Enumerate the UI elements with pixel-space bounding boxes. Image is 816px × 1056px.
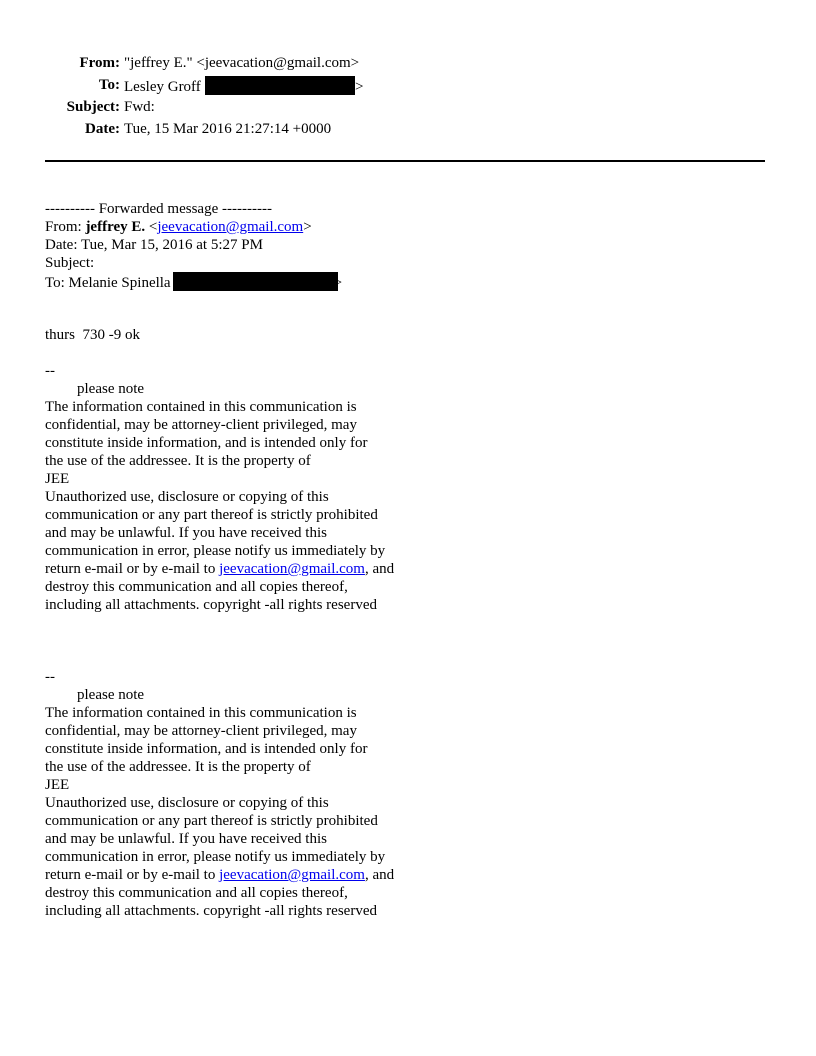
signature-return-prefix: return e-mail or by e-mail to — [45, 867, 220, 883]
message-text: thurs 730 -9 ok — [45, 327, 140, 343]
signature-email-link[interactable]: jeevacation@gmail.com — [219, 867, 365, 883]
header-to-label: To: — [98, 77, 120, 93]
header-from-label: From: — [79, 55, 120, 71]
signature-line: constitute inside information, and is intended only for — [45, 741, 368, 757]
header-date-label: Date: — [85, 121, 120, 137]
header-to-value — [124, 76, 363, 96]
signature-line: communication or any part thereof is strictly prohibited — [45, 813, 378, 829]
forwarded-banner: ---------- Forwarded message ---------- — [45, 201, 272, 217]
signature-line: Unauthorized use, disclosure or copying of this — [45, 489, 329, 505]
header-to-name: Lesley Groff — [124, 79, 201, 95]
forwarded-from-name: jeffrey E. — [85, 219, 146, 235]
signature-line: JEE — [45, 777, 70, 793]
signature-line: confidential, may be attorney-client privileged, may — [45, 417, 357, 433]
signature-please-note: please note — [77, 687, 145, 703]
signature-please-note: please note — [77, 381, 145, 397]
signature-line: including all attachments. copyright -all rights reserved — [45, 597, 377, 613]
forwarded-from-line — [45, 218, 765, 236]
signature-return-suffix: , and — [364, 561, 395, 577]
signature-line: Unauthorized use, disclosure or copying of this — [45, 795, 329, 811]
signature-line: constitute inside information, and is intended only for — [45, 435, 368, 451]
header-date-value: Tue, 15 Mar 2016 21:27:14 +0000 — [124, 121, 332, 137]
signature-line: JEE — [45, 471, 70, 487]
signature-block — [45, 668, 765, 920]
signature-line: The information contained in this communication is — [45, 705, 357, 721]
forwarded-from-close: > — [303, 219, 312, 235]
signature-line: and may be unlawful. If you have received this — [45, 525, 327, 541]
header-subject-row — [0, 98, 400, 120]
forwarded-from-email-link[interactable]: jeevacation@gmail.com — [157, 219, 304, 235]
signature-email-link[interactable]: jeevacation@gmail.com — [219, 561, 365, 577]
forwarded-date-line: Date: Tue, Mar 15, 2016 at 5:27 PM — [45, 237, 263, 253]
signature-line: communication or any part thereof is strictly prohibited — [45, 507, 378, 523]
forwarded-from-open: < — [145, 219, 158, 235]
signature-line: including all attachments. copyright -all rights reserved — [45, 903, 377, 919]
header-from-value: "jeffrey E." <jeevacation@gmail.com> — [124, 55, 360, 71]
email-header — [0, 54, 400, 142]
signature-return-line — [45, 560, 765, 578]
signature-return-line — [45, 866, 765, 884]
header-divider — [45, 160, 765, 162]
signature-dashes: -- — [45, 363, 55, 379]
signature-block — [45, 362, 765, 614]
signature-return-prefix: return e-mail or by e-mail to — [45, 561, 220, 577]
signature-line: destroy this communication and all copies thereof, — [45, 579, 348, 595]
header-to-close: > — [355, 79, 364, 95]
signature-line: the use of the addressee. It is the property of — [45, 453, 311, 469]
signature-line: communication in error, please notify us immediately by — [45, 849, 386, 865]
signature-line: The information contained in this communication is — [45, 399, 357, 415]
header-date-row — [0, 120, 400, 142]
redaction-box — [205, 76, 355, 95]
forwarded-to-prefix: To: Melanie Spinella — [45, 275, 171, 291]
forwarded-to-line — [45, 272, 765, 290]
signature-dashes: -- — [45, 669, 55, 685]
forwarded-to-close: > — [333, 275, 343, 291]
signature-line: communication in error, please notify us immediately by — [45, 543, 386, 559]
signature-line: destroy this communication and all copies thereof, — [45, 885, 348, 901]
header-subject-label: Subject: — [66, 99, 120, 115]
header-from-row — [0, 54, 400, 76]
signature-line: confidential, may be attorney-client privileged, may — [45, 723, 357, 739]
signature-return-suffix: , and — [364, 867, 395, 883]
email-body — [45, 200, 765, 920]
signature-line: and may be unlawful. If you have received this — [45, 831, 327, 847]
header-to-row — [0, 76, 400, 98]
forwarded-from-prefix: From: — [45, 219, 86, 235]
header-subject-value: Fwd: — [124, 99, 155, 115]
forwarded-subject-line: Subject: — [45, 255, 95, 271]
signature-line: the use of the addressee. It is the property of — [45, 759, 311, 775]
redaction-box — [173, 272, 338, 291]
